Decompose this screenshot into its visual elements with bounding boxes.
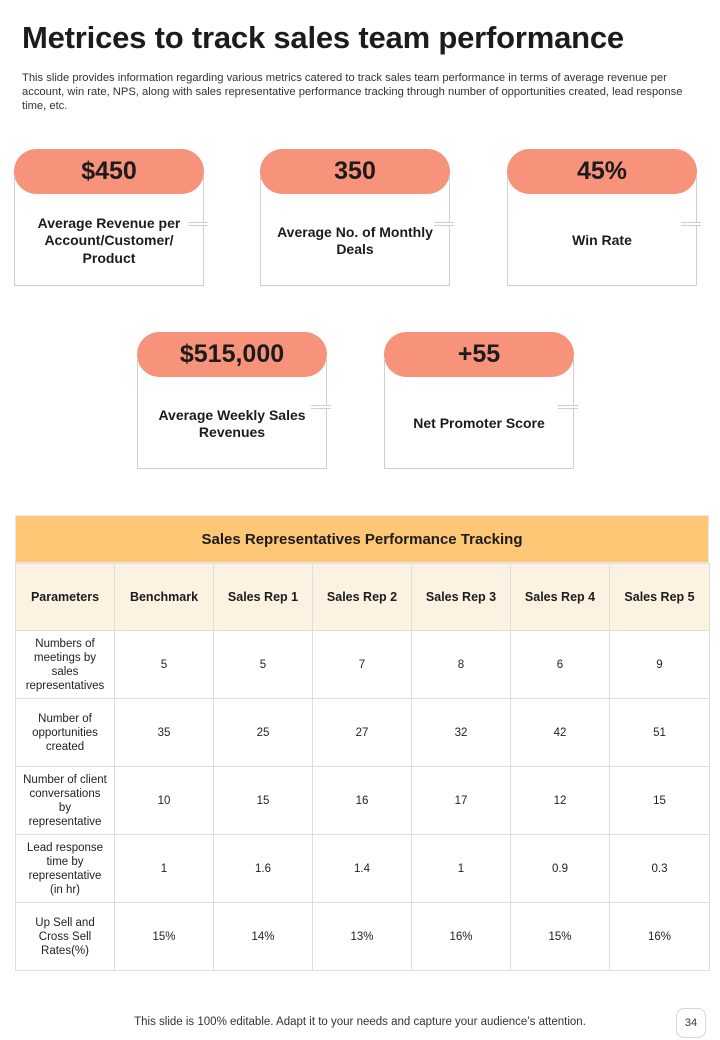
table-cell: 32 xyxy=(412,699,511,767)
performance-table xyxy=(15,563,710,971)
table-cell: 14% xyxy=(214,903,313,971)
row-parameter: Numbers of meetings by sales representatives xyxy=(16,631,115,699)
row-parameter: Number of opportunities created xyxy=(16,699,115,767)
metric-label: Win Rate xyxy=(572,232,632,249)
table-cell: 16% xyxy=(412,903,511,971)
row-parameter: Number of client conversations by representative xyxy=(16,767,115,835)
table-cell: 1 xyxy=(412,835,511,903)
table-cell: 6 xyxy=(511,631,610,699)
page-number: 34 xyxy=(676,1008,706,1038)
table-cell: 15% xyxy=(511,903,610,971)
column-header-benchmark: Benchmark xyxy=(115,564,214,631)
column-header-sales-rep-3: Sales Rep 3 xyxy=(412,564,511,631)
table-cell: 8 xyxy=(412,631,511,699)
column-header-sales-rep-2: Sales Rep 2 xyxy=(313,564,412,631)
row-parameter: Up Sell and Cross Sell Rates(%) xyxy=(16,903,115,971)
metric-card-nps xyxy=(384,332,574,469)
page-description: This slide provides information regarding various metrics catered to track sales team performance in terms of average revenue per account, win rate, NPS, along with sales representative performance tracking through number of opportunities created, lead response time, etc. xyxy=(22,72,683,112)
table-cell: 1.4 xyxy=(313,835,412,903)
column-header-sales-rep-4: Sales Rep 4 xyxy=(511,564,610,631)
table-header-row xyxy=(16,564,710,631)
table-cell: 42 xyxy=(511,699,610,767)
table-cell: 13% xyxy=(313,903,412,971)
table-cell: 0.3 xyxy=(610,835,710,903)
table-cell: 25 xyxy=(214,699,313,767)
table-cell: 1.6 xyxy=(214,835,313,903)
table-cell: 35 xyxy=(115,699,214,767)
metric-value: $450 xyxy=(14,149,204,194)
metric-value: 350 xyxy=(260,149,450,194)
table-cell: 51 xyxy=(610,699,710,767)
metric-label: Net Promoter Score xyxy=(413,415,545,432)
performance-tracking-table xyxy=(15,515,709,971)
table-cell: 16% xyxy=(610,903,710,971)
table-cell: 10 xyxy=(115,767,214,835)
metric-label: Average Weekly Sales Revenues xyxy=(158,406,306,440)
column-header-sales-rep-1: Sales Rep 1 xyxy=(214,564,313,631)
metric-card-weekly-revenue xyxy=(137,332,327,469)
table-cell: 12 xyxy=(511,767,610,835)
table-cell: 9 xyxy=(610,631,710,699)
footer-note: This slide is 100% editable. Adapt it to your needs and capture your audience’s attention. xyxy=(134,1016,586,1028)
table-title: Sales Representatives Performance Tracking xyxy=(15,515,709,563)
table-cell: 15 xyxy=(610,767,710,835)
metric-label: Average Revenue per Account/Customer/ Product xyxy=(37,214,181,266)
metric-label: Average No. of Monthly Deals xyxy=(277,223,433,257)
metric-card-win-rate xyxy=(507,149,697,286)
row-parameter: Lead response time by representative (in hr) xyxy=(16,835,115,903)
column-header-sales-rep-5: Sales Rep 5 xyxy=(610,564,710,631)
table-cell: 5 xyxy=(214,631,313,699)
table-row xyxy=(16,835,710,903)
table-cell: 15 xyxy=(214,767,313,835)
metric-card-avg-revenue xyxy=(14,149,204,286)
column-header-parameters: Parameters xyxy=(16,564,115,631)
metric-value: +55 xyxy=(384,332,574,377)
table-row xyxy=(16,767,710,835)
page-title: Metrices to track sales team performance xyxy=(22,20,624,55)
table-cell: 15% xyxy=(115,903,214,971)
metric-value: 45% xyxy=(507,149,697,194)
table-cell: 16 xyxy=(313,767,412,835)
metric-value: $515,000 xyxy=(137,332,327,377)
table-cell: 5 xyxy=(115,631,214,699)
table-row xyxy=(16,903,710,971)
table-cell: 0.9 xyxy=(511,835,610,903)
metric-card-monthly-deals xyxy=(260,149,450,286)
table-cell: 17 xyxy=(412,767,511,835)
table-cell: 7 xyxy=(313,631,412,699)
table-cell: 27 xyxy=(313,699,412,767)
table-row xyxy=(16,699,710,767)
table-row xyxy=(16,631,710,699)
table-cell: 1 xyxy=(115,835,214,903)
